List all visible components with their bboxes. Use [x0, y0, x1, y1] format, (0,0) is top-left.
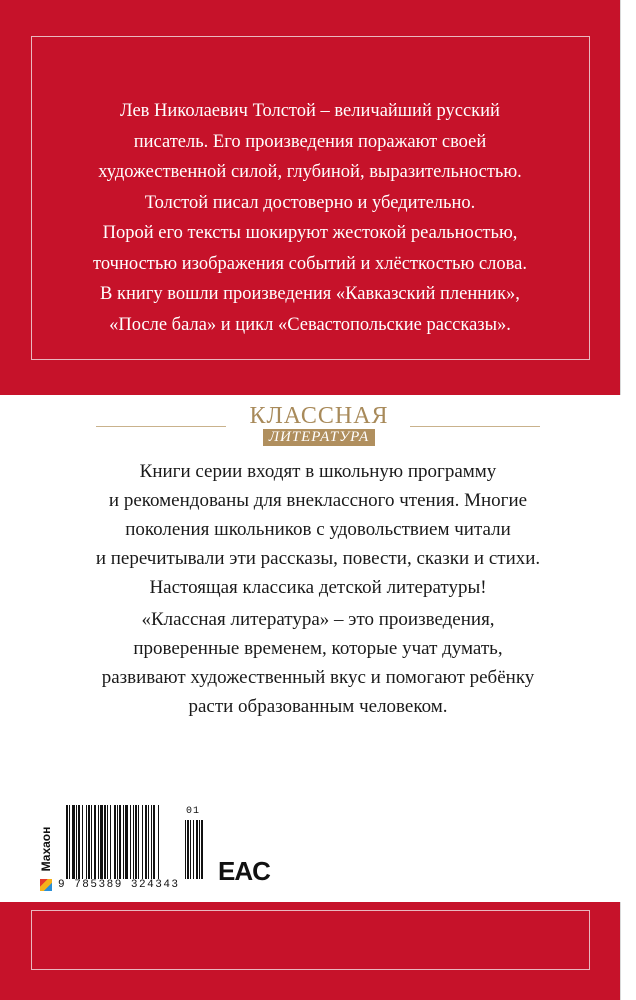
barcode-digits: 9 785389 324343: [58, 879, 180, 891]
series-paragraph-2: [40, 605, 596, 721]
description-line: В книгу вошли произведения «Кавказский пленник»,: [100, 284, 520, 304]
bottom-red-panel: [0, 902, 621, 1000]
description-line: Порой его тексты шокируют жестокой реальностью,: [102, 223, 518, 243]
barcode-addon-digits: 01: [186, 806, 201, 817]
paragraph-line: проверенные временем, которые учат думать,: [133, 638, 503, 659]
paragraph-line: поколения школьников с удовольствием читали: [125, 519, 511, 540]
author-description: [60, 96, 560, 340]
series-logo-line2: ЛИТЕРАТУРА: [263, 429, 375, 446]
publisher-mark-icon: [40, 879, 52, 891]
logo-rule-right: [410, 426, 540, 427]
publisher-name: Махаон: [39, 826, 53, 872]
bottom-panel-frame: [31, 910, 590, 970]
series-logo-line1: КЛАССНАЯ: [249, 403, 389, 429]
description-line: «После бала» и цикл «Севастопольские рассказы».: [109, 314, 511, 335]
paragraph-line: и рекомендованы для внеклассного чтения. Многие: [108, 490, 528, 511]
description-line: точностью изображения событий и хлёсткостью слова.: [93, 253, 527, 274]
eac-mark: EAC: [218, 856, 270, 886]
paragraph-line: развивают художественный вкус и помогают ребёнку: [101, 667, 535, 688]
series-paragraph-1: [40, 457, 596, 602]
description-line: Лев Николаевич Толстой – величайший русский: [120, 101, 500, 121]
publisher-logo: [36, 805, 56, 891]
description-line: художественной силой, глубиной, выразительностью.: [98, 162, 522, 182]
paragraph-line: «Классная литература» – это произведения,: [141, 609, 495, 630]
logo-rule-left: [96, 426, 226, 427]
paragraph-line: Книги серии входят в школьную программу: [139, 461, 497, 482]
description-line: Толстой писал достоверно и убедительно.: [144, 192, 476, 213]
barcode-addon-icon: [185, 820, 209, 879]
description-line: писатель. Его произведения поражают своей: [133, 131, 487, 152]
paragraph-line: Настоящая классика детской литературы!: [149, 577, 487, 598]
paragraph-line: расти образованным человеком.: [188, 696, 448, 717]
series-logo: [229, 403, 409, 443]
paragraph-line: и перечитывали эти рассказы, повести, сказки и стихи.: [95, 548, 541, 569]
